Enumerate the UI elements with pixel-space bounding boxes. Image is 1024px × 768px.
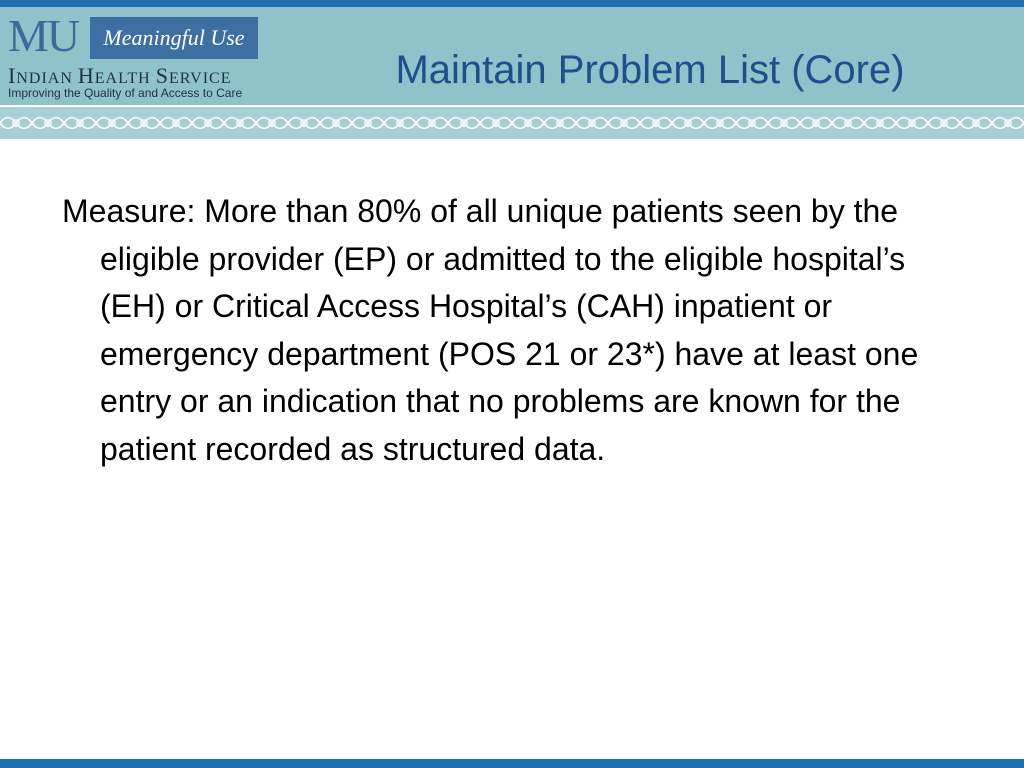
logo-mu-mark: MU — [8, 10, 79, 61]
ihs-mu-logo — [8, 10, 268, 105]
slide-title: Maintain Problem List (Core) — [395, 48, 905, 92]
decorative-pattern — [0, 108, 1024, 138]
border-line-bottom — [0, 139, 1024, 141]
top-accent-bar — [0, 0, 1024, 7]
logo-organization-name: INDIAN HEALTH SERVICE — [8, 63, 232, 88]
measure-text: Measure: More than 80% of all unique patients seen by the eligible provider (EP) or admitted to the eligible hospital’s (EH) or Critical Access Hospital’s (CAH) inpatient or emergency department (POS 21 or 23*) have at least one entry or an indication that no problems are known for the patient recorded as structured data. — [62, 193, 919, 467]
slide-content — [62, 188, 962, 473]
logo-tagline: Improving the Quality of and Access to Care — [8, 86, 243, 100]
border-line-top — [0, 105, 1024, 107]
logo-meaningful-use-badge: Meaningful Use — [90, 17, 258, 59]
bottom-accent-bar — [0, 759, 1024, 768]
slide-header — [0, 7, 1024, 105]
